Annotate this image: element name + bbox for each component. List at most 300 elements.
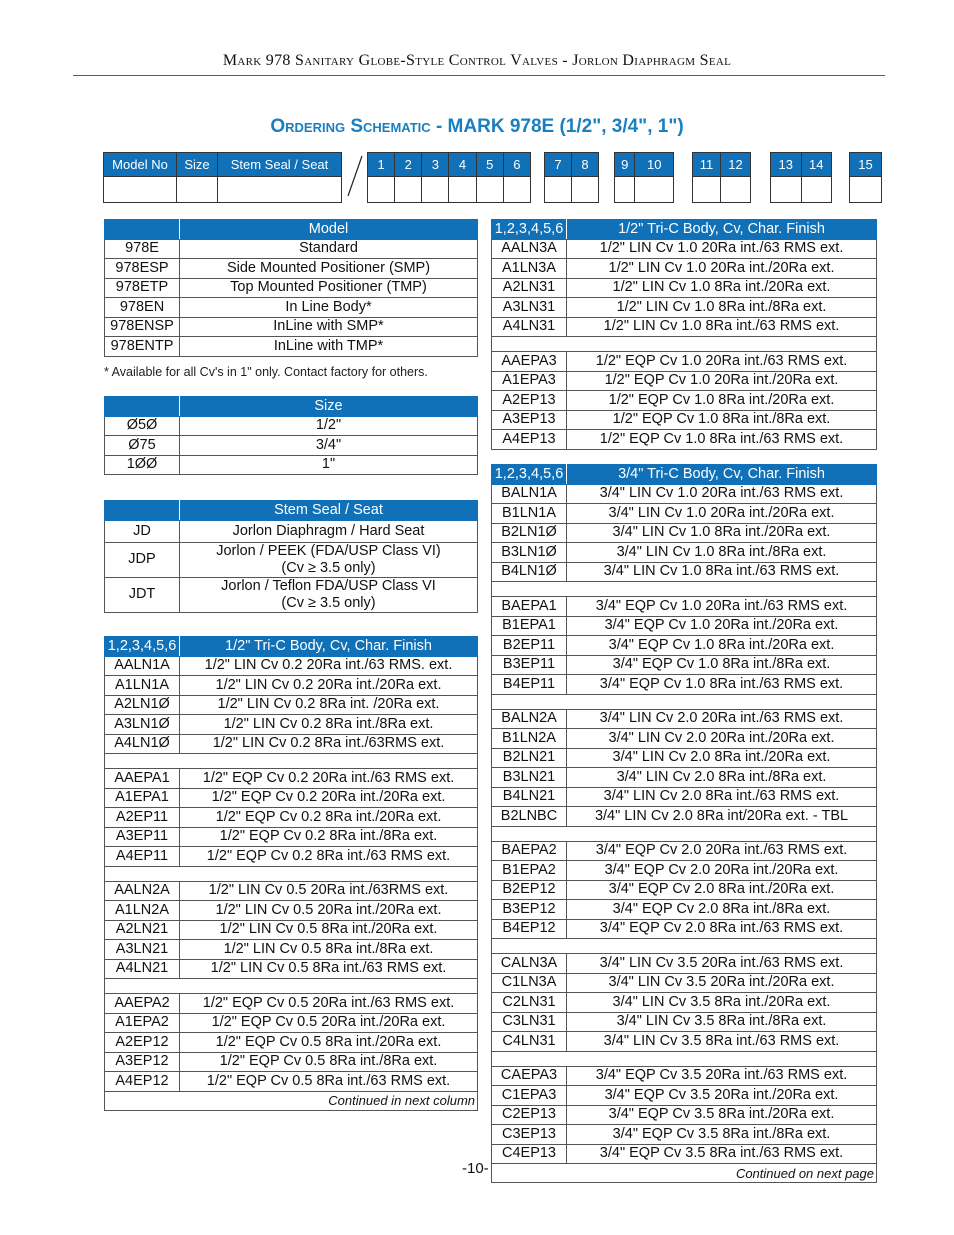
spacer-cell (492, 826, 567, 841)
code-cell: B4EP12 (492, 919, 567, 939)
table-row (105, 455, 478, 475)
code-cell: B4LN1Ø (492, 562, 567, 582)
schematic-size: Size (177, 153, 218, 177)
continued-row (492, 1164, 877, 1183)
description-cell: 1/2" EQP Cv 0.2 8Ra int./63 RMS ext. (180, 847, 478, 867)
description-cell: 1/2" LIN Cv 0.5 20Ra int./20Ra ext. (180, 901, 478, 921)
code-cell: A4LN1Ø (105, 734, 180, 754)
table-row (492, 709, 877, 729)
description-cell: 1/2" LIN Cv 0.5 8Ra int./63 RMS ext. (180, 959, 478, 979)
code-cell: C2LN31 (492, 993, 567, 1013)
description-cell: 1/2" EQP Cv 1.0 8Ra int./63 RMS ext. (567, 430, 877, 450)
code-cell: C3EP13 (492, 1125, 567, 1145)
code-cell: 978ESP (105, 259, 180, 279)
code-cell: A3EP13 (492, 410, 567, 430)
schematic-pos-12: 12 (721, 153, 751, 177)
spacer-row (492, 1051, 877, 1066)
spacer-cell (567, 826, 877, 841)
schematic-cell (368, 177, 395, 203)
section-title: Ordering Schematic - MARK 978E (1/2", 3/4", 1") (270, 116, 684, 137)
description-cell: 3/4" EQP Cv 3.5 20Ra int./63 RMS ext. (567, 1066, 877, 1086)
table-row (492, 841, 877, 861)
schematic-cell (449, 177, 476, 203)
description-cell: 1/2" LIN Cv 0.5 20Ra int./63RMS ext. (180, 881, 478, 901)
description-note: (Cv ≥ 3.5 only) (281, 559, 376, 576)
code-cell: B4LN21 (492, 787, 567, 807)
schematic-cell (572, 177, 599, 203)
table-row (492, 880, 877, 900)
description-cell: 1/2" EQP Cv 0.2 20Ra int./63 RMS ext. (180, 769, 478, 789)
spacer-row (105, 979, 478, 994)
description-cell: 3/4" LIN Cv 3.5 20Ra int./63 RMS ext. (567, 954, 877, 974)
size-col1-header (105, 397, 180, 417)
schematic-cell (422, 177, 449, 203)
three-quarter-body-table (491, 464, 877, 1183)
size-table (104, 396, 478, 475)
model-header: Model (180, 220, 478, 240)
description-cell: 3/4" EQP Cv 1.0 8Ra int./20Ra ext. (567, 636, 877, 656)
table-row (492, 504, 877, 524)
code-cell: A3LN1Ø (105, 715, 180, 735)
footer-spacer (492, 1164, 567, 1183)
table-row (492, 298, 877, 318)
code-cell: Ø5Ø (105, 416, 180, 436)
table-row (105, 337, 478, 357)
table-row (105, 542, 478, 577)
code-cell: B3LN21 (492, 768, 567, 788)
code-cell: A1LN3A (492, 259, 567, 279)
table-row (492, 1086, 877, 1106)
code-cell: A4EP12 (105, 1072, 180, 1092)
spacer-cell (105, 866, 180, 881)
table-row (105, 317, 478, 337)
right-half-header: 1/2" Tri-C Body, Cv, Char. Finish (567, 220, 877, 240)
left-body-col1-header: 1,2,3,4,5,6 (105, 637, 180, 657)
code-cell: JDP (105, 542, 180, 577)
description-line: Jorlon / PEEK (FDA/USP Class VI) (216, 542, 441, 559)
description-cell: 1/2" LIN Cv 0.2 8Ra int./63RMS ext. (180, 734, 478, 754)
table-row (105, 940, 478, 960)
table-row (105, 577, 478, 612)
table-row (492, 317, 877, 337)
table-row (492, 807, 877, 827)
description-cell: 3/4" EQP Cv 1.0 8Ra int./63 RMS ext. (567, 675, 877, 695)
description-cell: 3/4" LIN Cv 2.0 8Ra int/20Ra ext. - TBL (567, 807, 877, 827)
schematic-cell (104, 177, 177, 203)
spacer-cell (567, 337, 877, 352)
spacer-row (492, 826, 877, 841)
code-cell: A1EPA2 (105, 1013, 180, 1033)
table-row (492, 562, 877, 582)
code-cell: C3LN31 (492, 1012, 567, 1032)
description-cell: 3/4" LIN Cv 1.0 20Ra int./63 RMS ext. (567, 484, 877, 504)
code-cell: B2LN21 (492, 748, 567, 768)
schematic-cell (503, 177, 530, 203)
description-cell: InLine with TMP* (180, 337, 478, 357)
description-cell: 3/4" EQP Cv 2.0 8Ra int./20Ra ext. (567, 880, 877, 900)
code-cell: AALN1A (105, 656, 180, 676)
spacer-cell (180, 754, 478, 769)
table-row (492, 729, 877, 749)
code-cell: 978ETP (105, 278, 180, 298)
schematic-group-4 (614, 152, 674, 203)
schematic-cell (771, 177, 802, 203)
code-cell: B3LN1Ø (492, 543, 567, 563)
continued-row (105, 1091, 478, 1110)
slash-divider (344, 154, 366, 198)
right-3q-header: 3/4" Tri-C Body, Cv, Char. Finish (567, 465, 877, 485)
code-cell: A4EP11 (105, 847, 180, 867)
description-cell: 1/2" EQP Cv 0.5 20Ra int./20Ra ext. (180, 1013, 478, 1033)
schematic-cell (395, 177, 422, 203)
code-cell: B3EP12 (492, 900, 567, 920)
description-cell: 3/4" EQP Cv 3.5 8Ra int./20Ra ext. (567, 1105, 877, 1125)
schematic-cell (801, 177, 832, 203)
schematic-pos-6: 6 (503, 153, 530, 177)
table-row (492, 1144, 877, 1164)
description-cell: 1/2" LIN Cv 1.0 20Ra int./63 RMS ext. (567, 239, 877, 259)
table-row (105, 520, 478, 542)
schematic-group-3 (544, 152, 599, 203)
code-cell: A4LN31 (492, 317, 567, 337)
description-cell: 1/2" LIN Cv 1.0 8Ra int./8Ra ext. (567, 298, 877, 318)
description-cell: 1/2" EQP Cv 0.2 20Ra int./20Ra ext. (180, 788, 478, 808)
description-cell: 3/4" LIN Cv 1.0 20Ra int./20Ra ext. (567, 504, 877, 524)
code-cell: A3LN31 (492, 298, 567, 318)
code-cell: A2LN31 (492, 278, 567, 298)
code-cell: BAEPA2 (492, 841, 567, 861)
description-cell: 3/4" LIN Cv 2.0 8Ra int./20Ra ext. (567, 748, 877, 768)
code-cell: AAEPA3 (492, 352, 567, 372)
table-row (105, 676, 478, 696)
table-row (492, 1125, 877, 1145)
schematic-group-1 (103, 152, 342, 203)
description-cell: 1/2" LIN Cv 0.5 8Ra int./20Ra ext. (180, 920, 478, 940)
table-row (492, 484, 877, 504)
table-row (105, 1013, 478, 1033)
code-cell: A3LN21 (105, 940, 180, 960)
schematic-cell (615, 177, 635, 203)
description-cell (180, 520, 478, 542)
schematic-pos-2: 2 (395, 153, 422, 177)
code-cell: 978E (105, 239, 180, 259)
code-cell: Ø75 (105, 436, 180, 456)
schematic-pos-11: 11 (693, 153, 721, 177)
description-cell: 3/4" EQP Cv 3.5 20Ra int./20Ra ext. (567, 1086, 877, 1106)
code-cell: C4LN31 (492, 1032, 567, 1052)
schematic-cell (476, 177, 503, 203)
code-cell: C1EPA3 (492, 1086, 567, 1106)
code-cell: A2LN1Ø (105, 695, 180, 715)
code-cell: AAEPA1 (105, 769, 180, 789)
description-cell: 1/2" EQP Cv 0.5 8Ra int./63 RMS ext. (180, 1072, 478, 1092)
table-row (105, 827, 478, 847)
table-row (105, 788, 478, 808)
table-row (492, 787, 877, 807)
description-cell: 3/4" EQP Cv 1.0 8Ra int./8Ra ext. (567, 655, 877, 675)
code-cell: A2EP13 (492, 391, 567, 411)
size-header: Size (180, 397, 478, 417)
table-row (105, 259, 478, 279)
schematic-cell (545, 177, 572, 203)
schematic-cell (218, 177, 342, 203)
schematic-pos-3: 3 (422, 153, 449, 177)
description-cell: 1/2" EQP Cv 0.5 8Ra int./20Ra ext. (180, 1033, 478, 1053)
table-row (492, 523, 877, 543)
table-row (492, 410, 877, 430)
table-row (492, 1105, 877, 1125)
table-row (492, 391, 877, 411)
code-cell: 978ENTP (105, 337, 180, 357)
description-cell: Standard (180, 239, 478, 259)
code-cell: A2EP12 (105, 1033, 180, 1053)
code-cell: BALN1A (492, 484, 567, 504)
table-row (492, 616, 877, 636)
schematic-stem-seal: Stem Seal / Seat (218, 153, 342, 177)
code-cell: 978EN (105, 298, 180, 318)
description-cell: 1/2" LIN Cv 1.0 8Ra int./63 RMS ext. (567, 317, 877, 337)
code-cell: JDT (105, 577, 180, 612)
half-inch-body-table-left (104, 636, 478, 1111)
description-cell: 3/4" LIN Cv 3.5 8Ra int./20Ra ext. (567, 993, 877, 1013)
table-row (105, 1052, 478, 1072)
code-cell: B1EPA2 (492, 861, 567, 881)
table-row (492, 1032, 877, 1052)
code-cell: AAEPA2 (105, 994, 180, 1014)
table-row (105, 1072, 478, 1092)
right-half-col1-header: 1,2,3,4,5,6 (492, 220, 567, 240)
code-cell: A1LN1A (105, 676, 180, 696)
table-row (492, 748, 877, 768)
table-row (105, 920, 478, 940)
description-cell: 3/4" LIN Cv 3.5 8Ra int./8Ra ext. (567, 1012, 877, 1032)
code-cell: A1EPA1 (105, 788, 180, 808)
left-body-header: 1/2" Tri-C Body, Cv, Char. Finish (180, 637, 478, 657)
spacer-cell (105, 754, 180, 769)
spacer-row (492, 694, 877, 709)
description-cell: 3/4" EQP Cv 3.5 8Ra int./63 RMS ext. (567, 1144, 877, 1164)
table-row (492, 239, 877, 259)
table-row (492, 1066, 877, 1086)
description-cell: 3/4" EQP Cv 3.5 8Ra int./8Ra ext. (567, 1125, 877, 1145)
schematic-pos-5: 5 (476, 153, 503, 177)
table-row (492, 919, 877, 939)
code-cell: C1LN3A (492, 973, 567, 993)
stem-col1-header (105, 501, 180, 521)
description-cell: 1/2" LIN Cv 0.2 8Ra int./8Ra ext. (180, 715, 478, 735)
spacer-cell (492, 694, 567, 709)
header-rule (73, 75, 885, 76)
page-header: Mark 978 Sanitary Globe-Style Control Valves - Jorlon Diaphragm Seal (222, 52, 732, 69)
description-cell: 1/2" LIN Cv 0.5 8Ra int./8Ra ext. (180, 940, 478, 960)
description-cell: 3/4" LIN Cv 2.0 8Ra int./63 RMS ext. (567, 787, 877, 807)
description-cell: 3/4" LIN Cv 3.5 20Ra int./20Ra ext. (567, 973, 877, 993)
code-cell: A3EP12 (105, 1052, 180, 1072)
schematic-pos-13: 13 (771, 153, 802, 177)
table-row (492, 430, 877, 450)
description-cell: 1/2" LIN Cv 0.2 20Ra int./20Ra ext. (180, 676, 478, 696)
code-cell: A1EPA3 (492, 371, 567, 391)
spacer-cell (567, 939, 877, 954)
spacer-cell (567, 582, 877, 597)
description-cell: 3/4" LIN Cv 2.0 20Ra int./63 RMS ext. (567, 709, 877, 729)
table-row (105, 239, 478, 259)
schematic-pos-14: 14 (801, 153, 832, 177)
model-footnote: * Available for all Cv's in 1" only. Contact factory for others. (104, 365, 428, 379)
code-cell: BALN2A (492, 709, 567, 729)
schematic-pos-10: 10 (635, 153, 674, 177)
description-cell: 3/4" (180, 436, 478, 456)
description-cell: 3/4" LIN Cv 1.0 8Ra int./20Ra ext. (567, 523, 877, 543)
spacer-row (492, 582, 877, 597)
description-cell: 1/2" LIN Cv 0.2 20Ra int./63 RMS. ext. (180, 656, 478, 676)
description-cell: InLine with SMP* (180, 317, 478, 337)
schematic-pos-1: 1 (368, 153, 395, 177)
table-row (105, 808, 478, 828)
table-row (492, 900, 877, 920)
description-cell: 3/4" LIN Cv 1.0 8Ra int./63 RMS ext. (567, 562, 877, 582)
code-cell: A4LN21 (105, 959, 180, 979)
spacer-cell (492, 939, 567, 954)
description-cell: 1/2" (180, 416, 478, 436)
schematic-pos-15: 15 (850, 153, 882, 177)
code-cell: A4EP13 (492, 430, 567, 450)
description-cell: 1/2" LIN Cv 1.0 8Ra int./20Ra ext. (567, 278, 877, 298)
table-row (492, 597, 877, 617)
description-cell: 1/2" EQP Cv 0.5 20Ra int./63 RMS ext. (180, 994, 478, 1014)
stem-seal-table (104, 500, 478, 613)
description-cell: 3/4" EQP Cv 2.0 20Ra int./63 RMS ext. (567, 841, 877, 861)
code-cell: BAEPA1 (492, 597, 567, 617)
description-cell: 1/2" EQP Cv 0.2 8Ra int./8Ra ext. (180, 827, 478, 847)
description-cell: 1/2" EQP Cv 1.0 8Ra int./8Ra ext. (567, 410, 877, 430)
page-number: -10- (462, 1160, 489, 1177)
description-cell: 1/2" EQP Cv 1.0 20Ra int./63 RMS ext. (567, 352, 877, 372)
description-cell: 1/2" EQP Cv 0.2 8Ra int./20Ra ext. (180, 808, 478, 828)
description-cell: 3/4" EQP Cv 2.0 20Ra int./20Ra ext. (567, 861, 877, 881)
description-cell: Side Mounted Positioner (SMP) (180, 259, 478, 279)
schematic-pos-9: 9 (615, 153, 635, 177)
spacer-row (492, 939, 877, 954)
table-row (105, 769, 478, 789)
schematic-pos-4: 4 (449, 153, 476, 177)
code-cell: B2LNBC (492, 807, 567, 827)
schematic-cell (177, 177, 218, 203)
model-table (104, 219, 478, 357)
table-row (105, 298, 478, 318)
schematic-cell (693, 177, 721, 203)
code-cell: B2LN1Ø (492, 523, 567, 543)
table-row (492, 993, 877, 1013)
table-row (105, 278, 478, 298)
table-row (105, 847, 478, 867)
table-row (492, 675, 877, 695)
table-row (105, 959, 478, 979)
spacer-cell (180, 979, 478, 994)
description-cell: 3/4" EQP Cv 1.0 20Ra int./63 RMS ext. (567, 597, 877, 617)
spacer-row (105, 866, 478, 881)
code-cell: C4EP13 (492, 1144, 567, 1164)
code-cell: A2EP11 (105, 808, 180, 828)
table-row (492, 861, 877, 881)
schematic-pos-7: 7 (545, 153, 572, 177)
code-cell: B1LN1A (492, 504, 567, 524)
description-line: Jorlon Diaphragm / Hard Seat (232, 522, 425, 539)
description-cell: 3/4" LIN Cv 3.5 8Ra int./63 RMS ext. (567, 1032, 877, 1052)
description-cell: 3/4" EQP Cv 2.0 8Ra int./8Ra ext. (567, 900, 877, 920)
description-cell: 3/4" EQP Cv 1.0 20Ra int./20Ra ext. (567, 616, 877, 636)
table-row (105, 695, 478, 715)
code-cell: A2LN21 (105, 920, 180, 940)
table-row (105, 416, 478, 436)
code-cell: A1LN2A (105, 901, 180, 921)
continued-note: Continued in next column (180, 1091, 478, 1110)
description-cell: In Line Body* (180, 298, 478, 318)
description-cell: 3/4" LIN Cv 1.0 8Ra int./8Ra ext. (567, 543, 877, 563)
table-row (492, 371, 877, 391)
table-row (492, 768, 877, 788)
schematic-pos-8: 8 (572, 153, 599, 177)
table-row (492, 954, 877, 974)
code-cell: B1LN2A (492, 729, 567, 749)
stem-header: Stem Seal / Seat (180, 501, 478, 521)
description-cell: 3/4" EQP Cv 2.0 8Ra int./63 RMS ext. (567, 919, 877, 939)
half-inch-body-table-right (491, 219, 877, 450)
schematic-model-no: Model No (104, 153, 177, 177)
table-row (105, 901, 478, 921)
schematic-cell (850, 177, 882, 203)
spacer-cell (567, 1051, 877, 1066)
description-cell: 3/4" LIN Cv 2.0 20Ra int./20Ra ext. (567, 729, 877, 749)
table-row (105, 715, 478, 735)
code-cell: C2EP13 (492, 1105, 567, 1125)
description-note: (Cv ≥ 3.5 only) (281, 594, 376, 611)
schematic-group-7 (849, 152, 882, 203)
description-cell: 1" (180, 455, 478, 475)
code-cell: CALN3A (492, 954, 567, 974)
spacer-cell (492, 582, 567, 597)
spacer-cell (180, 866, 478, 881)
description-line: Jorlon / Teflon FDA/USP Class VI (221, 577, 436, 594)
code-cell: A3EP11 (105, 827, 180, 847)
code-cell: B4EP11 (492, 675, 567, 695)
table-row (492, 278, 877, 298)
code-cell: 1ØØ (105, 455, 180, 475)
table-row (105, 734, 478, 754)
schematic-cell (721, 177, 751, 203)
code-cell: AALN3A (492, 239, 567, 259)
table-row (105, 1033, 478, 1053)
table-row (492, 1012, 877, 1032)
footer-spacer (105, 1091, 180, 1110)
schematic-group-6 (770, 152, 832, 203)
description-cell (180, 577, 478, 612)
table-row (492, 352, 877, 372)
table-row (492, 259, 877, 279)
continued-note: Continued on next page (567, 1164, 877, 1183)
table-row (492, 655, 877, 675)
table-row (105, 656, 478, 676)
spacer-cell (567, 694, 877, 709)
description-cell: 1/2" LIN Cv 1.0 20Ra int./20Ra ext. (567, 259, 877, 279)
code-cell: B1EPA1 (492, 616, 567, 636)
right-3q-col1-header: 1,2,3,4,5,6 (492, 465, 567, 485)
table-row (105, 994, 478, 1014)
code-cell: B3EP11 (492, 655, 567, 675)
description-cell: 1/2" EQP Cv 1.0 8Ra int./20Ra ext. (567, 391, 877, 411)
table-row (105, 881, 478, 901)
code-cell: CAEPA3 (492, 1066, 567, 1086)
